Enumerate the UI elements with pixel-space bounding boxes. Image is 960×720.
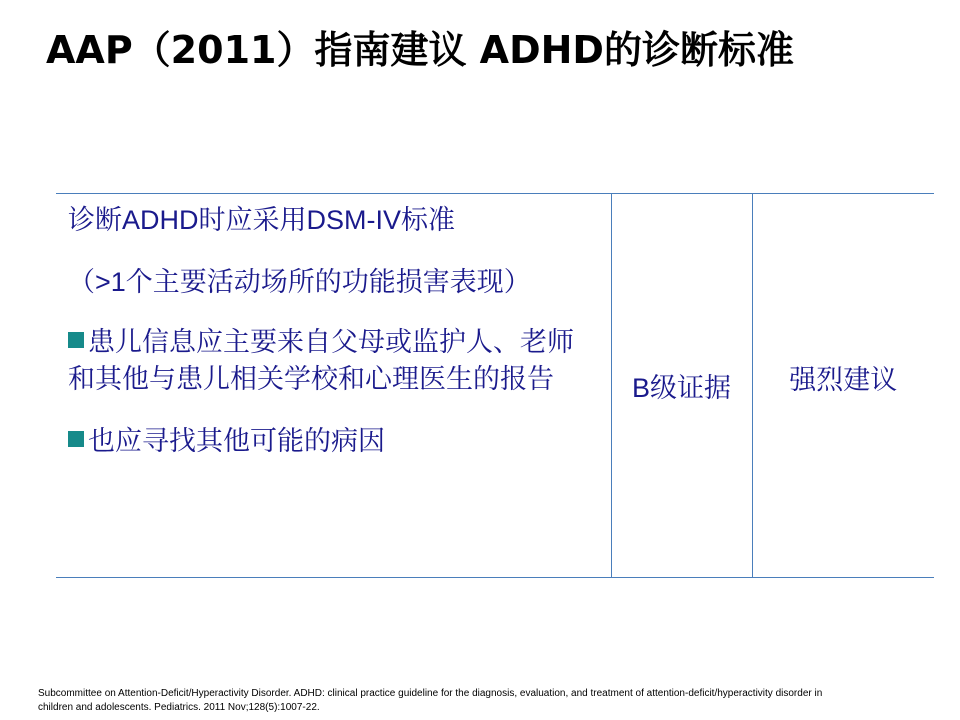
bullet-text: 也应寻找其他可能的病因 [88,426,385,457]
evidence-level [632,370,731,407]
bullet-text: 患儿信息应主要来自父母或监护人、老师和其他与患儿相关学校和心理医生的报告 [68,327,574,395]
evidence-letter: B [631,373,650,403]
square-bullet-icon [68,431,84,447]
criteria-bullet-1 [68,324,599,398]
recommendation-cell [752,194,934,578]
criteria-text: 诊断 [68,205,122,236]
slide-title: AAP（2011）指南建议 ADHD的诊断标准 [46,28,794,72]
reference-citation: Subcommittee on Attention-Deficit/Hyperactivity Disorder. ADHD: clinical practice guideline for the diagnosis, evaluation, and treatment of attention-deficit/hyperactivity disorder in children and adolescents. Pediatrics. 2011 Nov;128(5):1007-22. [38,688,823,713]
criteria-text: 标准 [401,205,456,236]
guideline-table [56,193,934,578]
evidence-level-cell [611,194,752,578]
criteria-text: DSM-IV [306,205,402,235]
table-row [56,194,934,578]
criteria-cell [56,194,611,578]
evidence-label: 级证据 [650,373,731,404]
criteria-text: 时应采用 [198,205,307,236]
criteria-text: ADHD [122,205,199,235]
criteria-line-1 [68,202,599,239]
criteria-text: >1 [95,267,126,297]
criteria-line-2 [68,264,599,301]
criteria-text: 个主要活动场所的功能损害表现） [125,267,531,298]
criteria-bullet-2 [68,423,599,460]
criteria-text: （ [68,267,95,298]
square-bullet-icon [68,332,84,348]
recommendation-strength: 强烈建议 [789,364,898,396]
